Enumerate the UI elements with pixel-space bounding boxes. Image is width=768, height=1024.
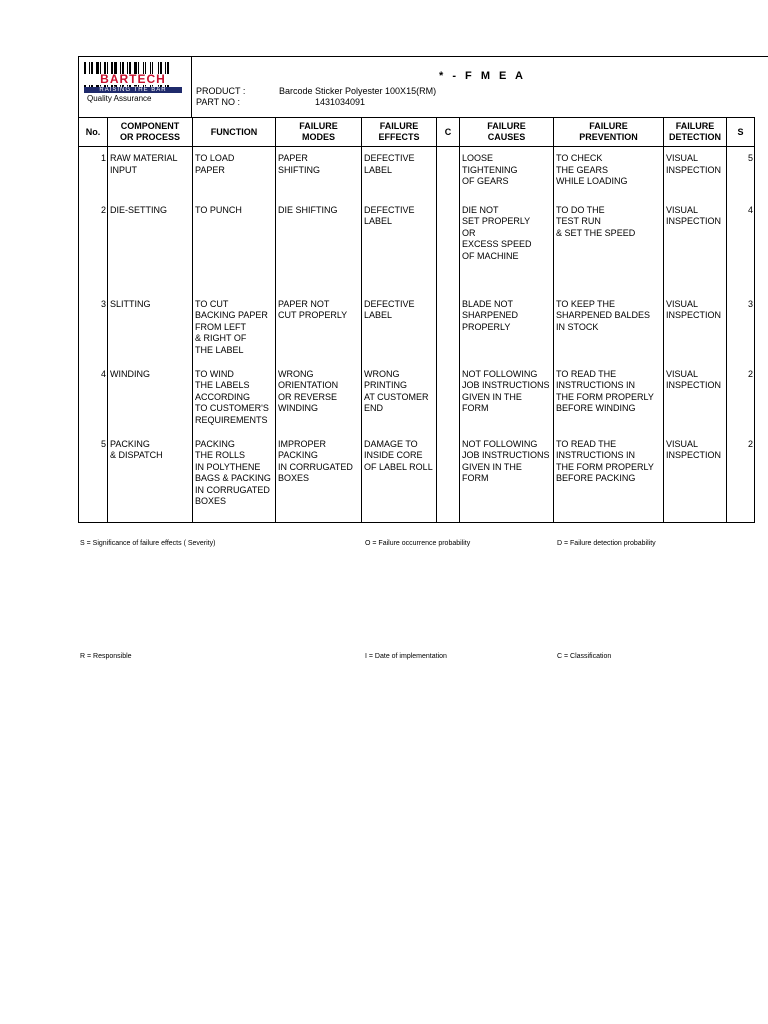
fmea-sheet bbox=[78, 56, 768, 523]
cell-classification bbox=[437, 147, 460, 205]
cell-component: SLITTING bbox=[108, 299, 193, 369]
cell-failure-prevention: TO READ THE INSTRUCTIONS IN THE FORM PROPERLY BEFORE PACKING bbox=[554, 439, 664, 523]
column-header-severity: S bbox=[727, 118, 755, 147]
cell-failure-effects: DEFECTIVE LABEL bbox=[362, 299, 437, 369]
cell-failure-modes: WRONG ORIENTATION OR REVERSE WINDING bbox=[276, 369, 362, 439]
product-label: PRODUCT : bbox=[196, 86, 246, 96]
brand-tagline: RAISING THE BAR bbox=[84, 87, 182, 93]
department-label: Quality Assurance bbox=[87, 94, 152, 103]
cell-failure-detection: VISUAL INSPECTION bbox=[664, 439, 727, 523]
cell-failure-causes: DIE NOT SET PROPERLY OR EXCESS SPEED OF MACHINE bbox=[460, 205, 554, 299]
cell-failure-detection: VISUAL INSPECTION bbox=[664, 299, 727, 369]
cell-classification bbox=[437, 205, 460, 299]
cell-severity: 5 bbox=[727, 147, 755, 205]
table-header-row bbox=[79, 118, 755, 147]
cell-failure-prevention: TO READ THE INSTRUCTIONS IN THE FORM PROPERLY BEFORE WINDING bbox=[554, 369, 664, 439]
table-row bbox=[79, 299, 755, 369]
cell-no: 3 bbox=[79, 299, 108, 369]
cell-classification bbox=[437, 299, 460, 369]
cell-no: 4 bbox=[79, 369, 108, 439]
cell-function: TO PUNCH bbox=[193, 205, 276, 299]
legend-occurrence: O = Failure occurrence probability bbox=[365, 540, 471, 547]
legend-detection: D = Failure detection probability bbox=[557, 540, 656, 547]
sheet-header bbox=[78, 56, 768, 117]
page-title: * - F M E A bbox=[439, 70, 526, 82]
cell-severity: 4 bbox=[727, 205, 755, 299]
cell-failure-prevention: TO DO THE TEST RUN & SET THE SPEED bbox=[554, 205, 664, 299]
column-header-failure-modes: FAILURE MODES bbox=[276, 118, 362, 147]
header-top-rule bbox=[190, 56, 768, 57]
cell-failure-effects: WRONG PRINTING AT CUSTOMER END bbox=[362, 369, 437, 439]
cell-failure-modes: PAPER NOT CUT PROPERLY bbox=[276, 299, 362, 369]
cell-no: 5 bbox=[79, 439, 108, 523]
brand-name: BARTECH bbox=[84, 74, 182, 85]
legend-severity: S = Significance of failure effects ( Severity) bbox=[80, 540, 216, 547]
cell-severity: 3 bbox=[727, 299, 755, 369]
cell-function: TO WIND THE LABELS ACCORDING TO CUSTOMER'S REQUIREMENTS bbox=[193, 369, 276, 439]
column-header-function: FUNCTION bbox=[193, 118, 276, 147]
cell-failure-causes: BLADE NOT SHARPENED PROPERLY bbox=[460, 299, 554, 369]
cell-failure-causes: NOT FOLLOWING JOB INSTRUCTIONS GIVEN IN THE FORM bbox=[460, 439, 554, 523]
legend-classification: C = Classification bbox=[557, 653, 612, 660]
cell-failure-detection: VISUAL INSPECTION bbox=[664, 147, 727, 205]
legend-implementation-date: I = Date of implementation bbox=[365, 653, 447, 660]
cell-failure-modes: DIE SHIFTING bbox=[276, 205, 362, 299]
cell-component: DIE-SETTING bbox=[108, 205, 193, 299]
product-value: Barcode Sticker Polyester 100X15(RM) bbox=[279, 86, 437, 96]
cell-failure-causes: LOOSE TIGHTENING OF GEARS bbox=[460, 147, 554, 205]
part-no-value: 1431034091 bbox=[315, 97, 366, 107]
column-header-classification: C bbox=[437, 118, 460, 147]
cell-failure-prevention: TO KEEP THE SHARPENED BALDES IN STOCK bbox=[554, 299, 664, 369]
table-row bbox=[79, 147, 755, 205]
column-header-failure-detection: FAILURE DETECTION bbox=[664, 118, 727, 147]
cell-function: PACKING THE ROLLS IN POLYTHENE BAGS & PACKING IN CORRUGATED BOXES bbox=[193, 439, 276, 523]
part-no-label: PART NO : bbox=[196, 97, 241, 107]
cell-component: WINDING bbox=[108, 369, 193, 439]
cell-function: TO CUT BACKING PAPER FROM LEFT & RIGHT OF THE LABEL bbox=[193, 299, 276, 369]
cell-failure-effects: DAMAGE TO INSIDE CORE OF LABEL ROLL bbox=[362, 439, 437, 523]
company-logo bbox=[79, 57, 192, 117]
legend-responsible: R = Responsible bbox=[80, 653, 132, 660]
cell-no: 1 bbox=[79, 147, 108, 205]
cell-component: PACKING & DISPATCH bbox=[108, 439, 193, 523]
cell-failure-effects: DEFECTIVE LABEL bbox=[362, 147, 437, 205]
cell-severity: 2 bbox=[727, 439, 755, 523]
cell-classification bbox=[437, 369, 460, 439]
cell-failure-modes: IMPROPER PACKING IN CORRUGATED BOXES bbox=[276, 439, 362, 523]
fmea-table bbox=[78, 117, 755, 523]
cell-severity: 2 bbox=[727, 369, 755, 439]
table-row bbox=[79, 369, 755, 439]
cell-failure-detection: VISUAL INSPECTION bbox=[664, 369, 727, 439]
column-header-failure-effects: FAILURE EFFECTS bbox=[362, 118, 437, 147]
cell-function: TO LOAD PAPER bbox=[193, 147, 276, 205]
cell-failure-effects: DEFECTIVE LABEL bbox=[362, 205, 437, 299]
column-header-component: COMPONENT OR PROCESS bbox=[108, 118, 193, 147]
column-header-failure-prevention: FAILURE PREVENTION bbox=[554, 118, 664, 147]
cell-failure-causes: NOT FOLLOWING JOB INSTRUCTIONS GIVEN IN THE FORM bbox=[460, 369, 554, 439]
table-row bbox=[79, 439, 755, 523]
cell-no: 2 bbox=[79, 205, 108, 299]
cell-classification bbox=[437, 439, 460, 523]
column-header-failure-causes: FAILURE CAUSES bbox=[460, 118, 554, 147]
cell-failure-prevention: TO CHECK THE GEARS WHILE LOADING bbox=[554, 147, 664, 205]
cell-failure-modes: PAPER SHIFTING bbox=[276, 147, 362, 205]
cell-component: RAW MATERIAL INPUT bbox=[108, 147, 193, 205]
cell-failure-detection: VISUAL INSPECTION bbox=[664, 205, 727, 299]
table-row bbox=[79, 205, 755, 299]
column-header-no: No. bbox=[79, 118, 108, 147]
